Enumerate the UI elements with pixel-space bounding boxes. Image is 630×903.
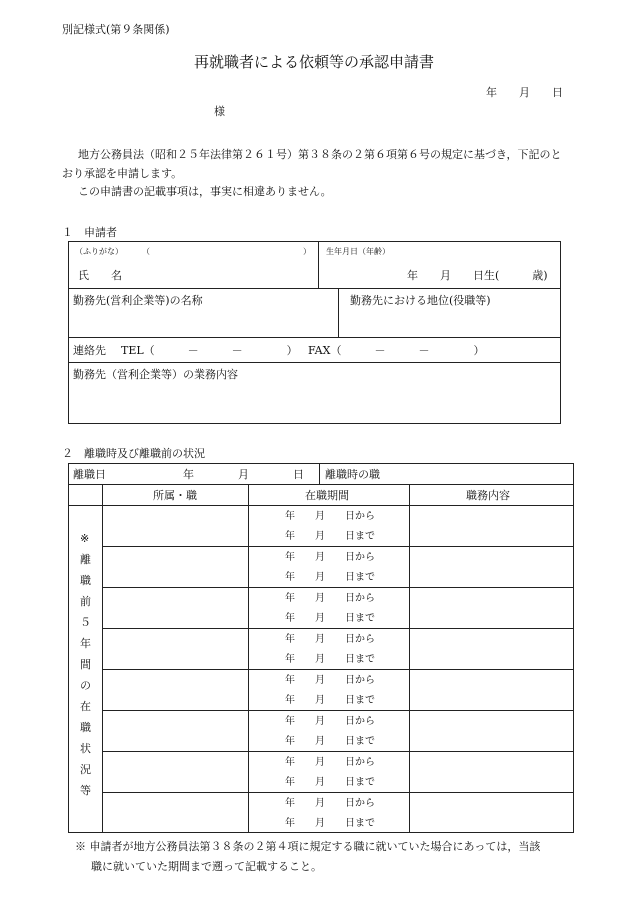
side-note-char: 間 — [80, 658, 91, 671]
side-note-char: 況 — [80, 763, 91, 776]
period-from: 年 月 日から — [285, 675, 375, 686]
period-from: 年 月 日から — [285, 511, 375, 522]
section2-heading: ２ 離職時及び離職前の状況 — [62, 447, 205, 460]
period-from: 年 月 日から — [285, 552, 375, 563]
side-note-char: 前 — [80, 595, 91, 608]
side-note-char: 等 — [80, 784, 91, 797]
row-divider — [102, 710, 574, 711]
intro-line-3: この申請書の記載事項は，事実に相違ありません。 — [78, 185, 332, 198]
row-divider — [102, 792, 574, 793]
side-note-char: 職 — [80, 574, 91, 587]
col-header-duties: 職務内容 — [466, 489, 510, 502]
tel-field: TEL（ － － ） — [121, 344, 298, 357]
footnote-line-2: 職に就いていた期間まで遡って記載すること。 — [91, 860, 322, 873]
section1-heading: １ 申請者 — [62, 226, 117, 239]
retire-date-label: 離職日 — [73, 468, 106, 481]
period-to: 年 月 日まで — [285, 695, 375, 706]
side-note-char: 年 — [80, 637, 91, 650]
row-divider — [102, 751, 574, 752]
period-from: 年 月 日から — [285, 716, 375, 727]
intro-line-1: 地方公務員法（昭和２５年法律第２６１号）第３８条の２第６項第６号の規定に基づき，下記のと — [78, 148, 562, 161]
side-note-char: 状 — [80, 742, 91, 755]
side-note-char: 職 — [80, 721, 91, 734]
period-from: 年 月 日から — [285, 593, 375, 604]
name-label: 氏 名 — [78, 269, 122, 282]
period-from: 年 月 日から — [285, 757, 375, 768]
business-label: 勤務先（営利企業等）の業務内容 — [73, 368, 238, 381]
side-note-char: ※ — [80, 532, 90, 545]
footnote-line-1: ※ 申請者が地方公務員法第３８条の２第４項に規定する職に就いていた場合にあっては，当該 — [75, 840, 541, 853]
period-to: 年 月 日まで — [285, 531, 375, 542]
furigana-close: ） — [303, 247, 311, 256]
period-from: 年 月 日から — [285, 798, 375, 809]
side-note-char: 在 — [80, 700, 91, 713]
row-divider — [102, 628, 574, 629]
row-divider — [102, 587, 574, 588]
intro-line-2: おり承認を申請します。 — [62, 167, 183, 180]
side-note-char: ５ — [80, 616, 91, 629]
employer-name-label: 勤務先(営利企業等)の名称 — [73, 294, 203, 307]
retire-position-label: 離職時の職 — [325, 468, 380, 481]
side-note-char: の — [80, 679, 91, 692]
retire-date-value: 年 月 日 — [183, 468, 304, 481]
birth-value: 年 月 日生( 歳) — [407, 269, 548, 282]
employer-position-label: 勤務先における地位(役職等) — [350, 294, 491, 307]
row-divider — [102, 546, 574, 547]
col-header-period: 在職期間 — [305, 489, 349, 502]
period-to: 年 月 日まで — [285, 777, 375, 788]
period-to: 年 月 日まで — [285, 572, 375, 583]
period-to: 年 月 日まで — [285, 736, 375, 747]
birth-label: 生年月日（年齢） — [326, 247, 390, 256]
furigana-label: （ふりがな） — [75, 247, 123, 256]
fax-field: FAX（ － － ） — [308, 344, 485, 357]
page-title: 再就職者による依頼等の承認申請書 — [194, 53, 435, 71]
date-line: 年 月 日 — [486, 86, 563, 99]
period-to: 年 月 日まで — [285, 654, 375, 665]
period-to: 年 月 日まで — [285, 613, 375, 624]
furigana-open: （ — [142, 247, 150, 256]
period-from: 年 月 日から — [285, 634, 375, 645]
period-to: 年 月 日まで — [285, 818, 375, 829]
col-header-dept: 所属・職 — [153, 489, 197, 502]
contact-label: 連絡先 — [73, 344, 106, 357]
side-note-char: 離 — [80, 553, 91, 566]
form-label: 別記様式(第９条関係) — [62, 23, 170, 36]
addressee-suffix: 様 — [214, 105, 225, 118]
row-divider — [102, 669, 574, 670]
